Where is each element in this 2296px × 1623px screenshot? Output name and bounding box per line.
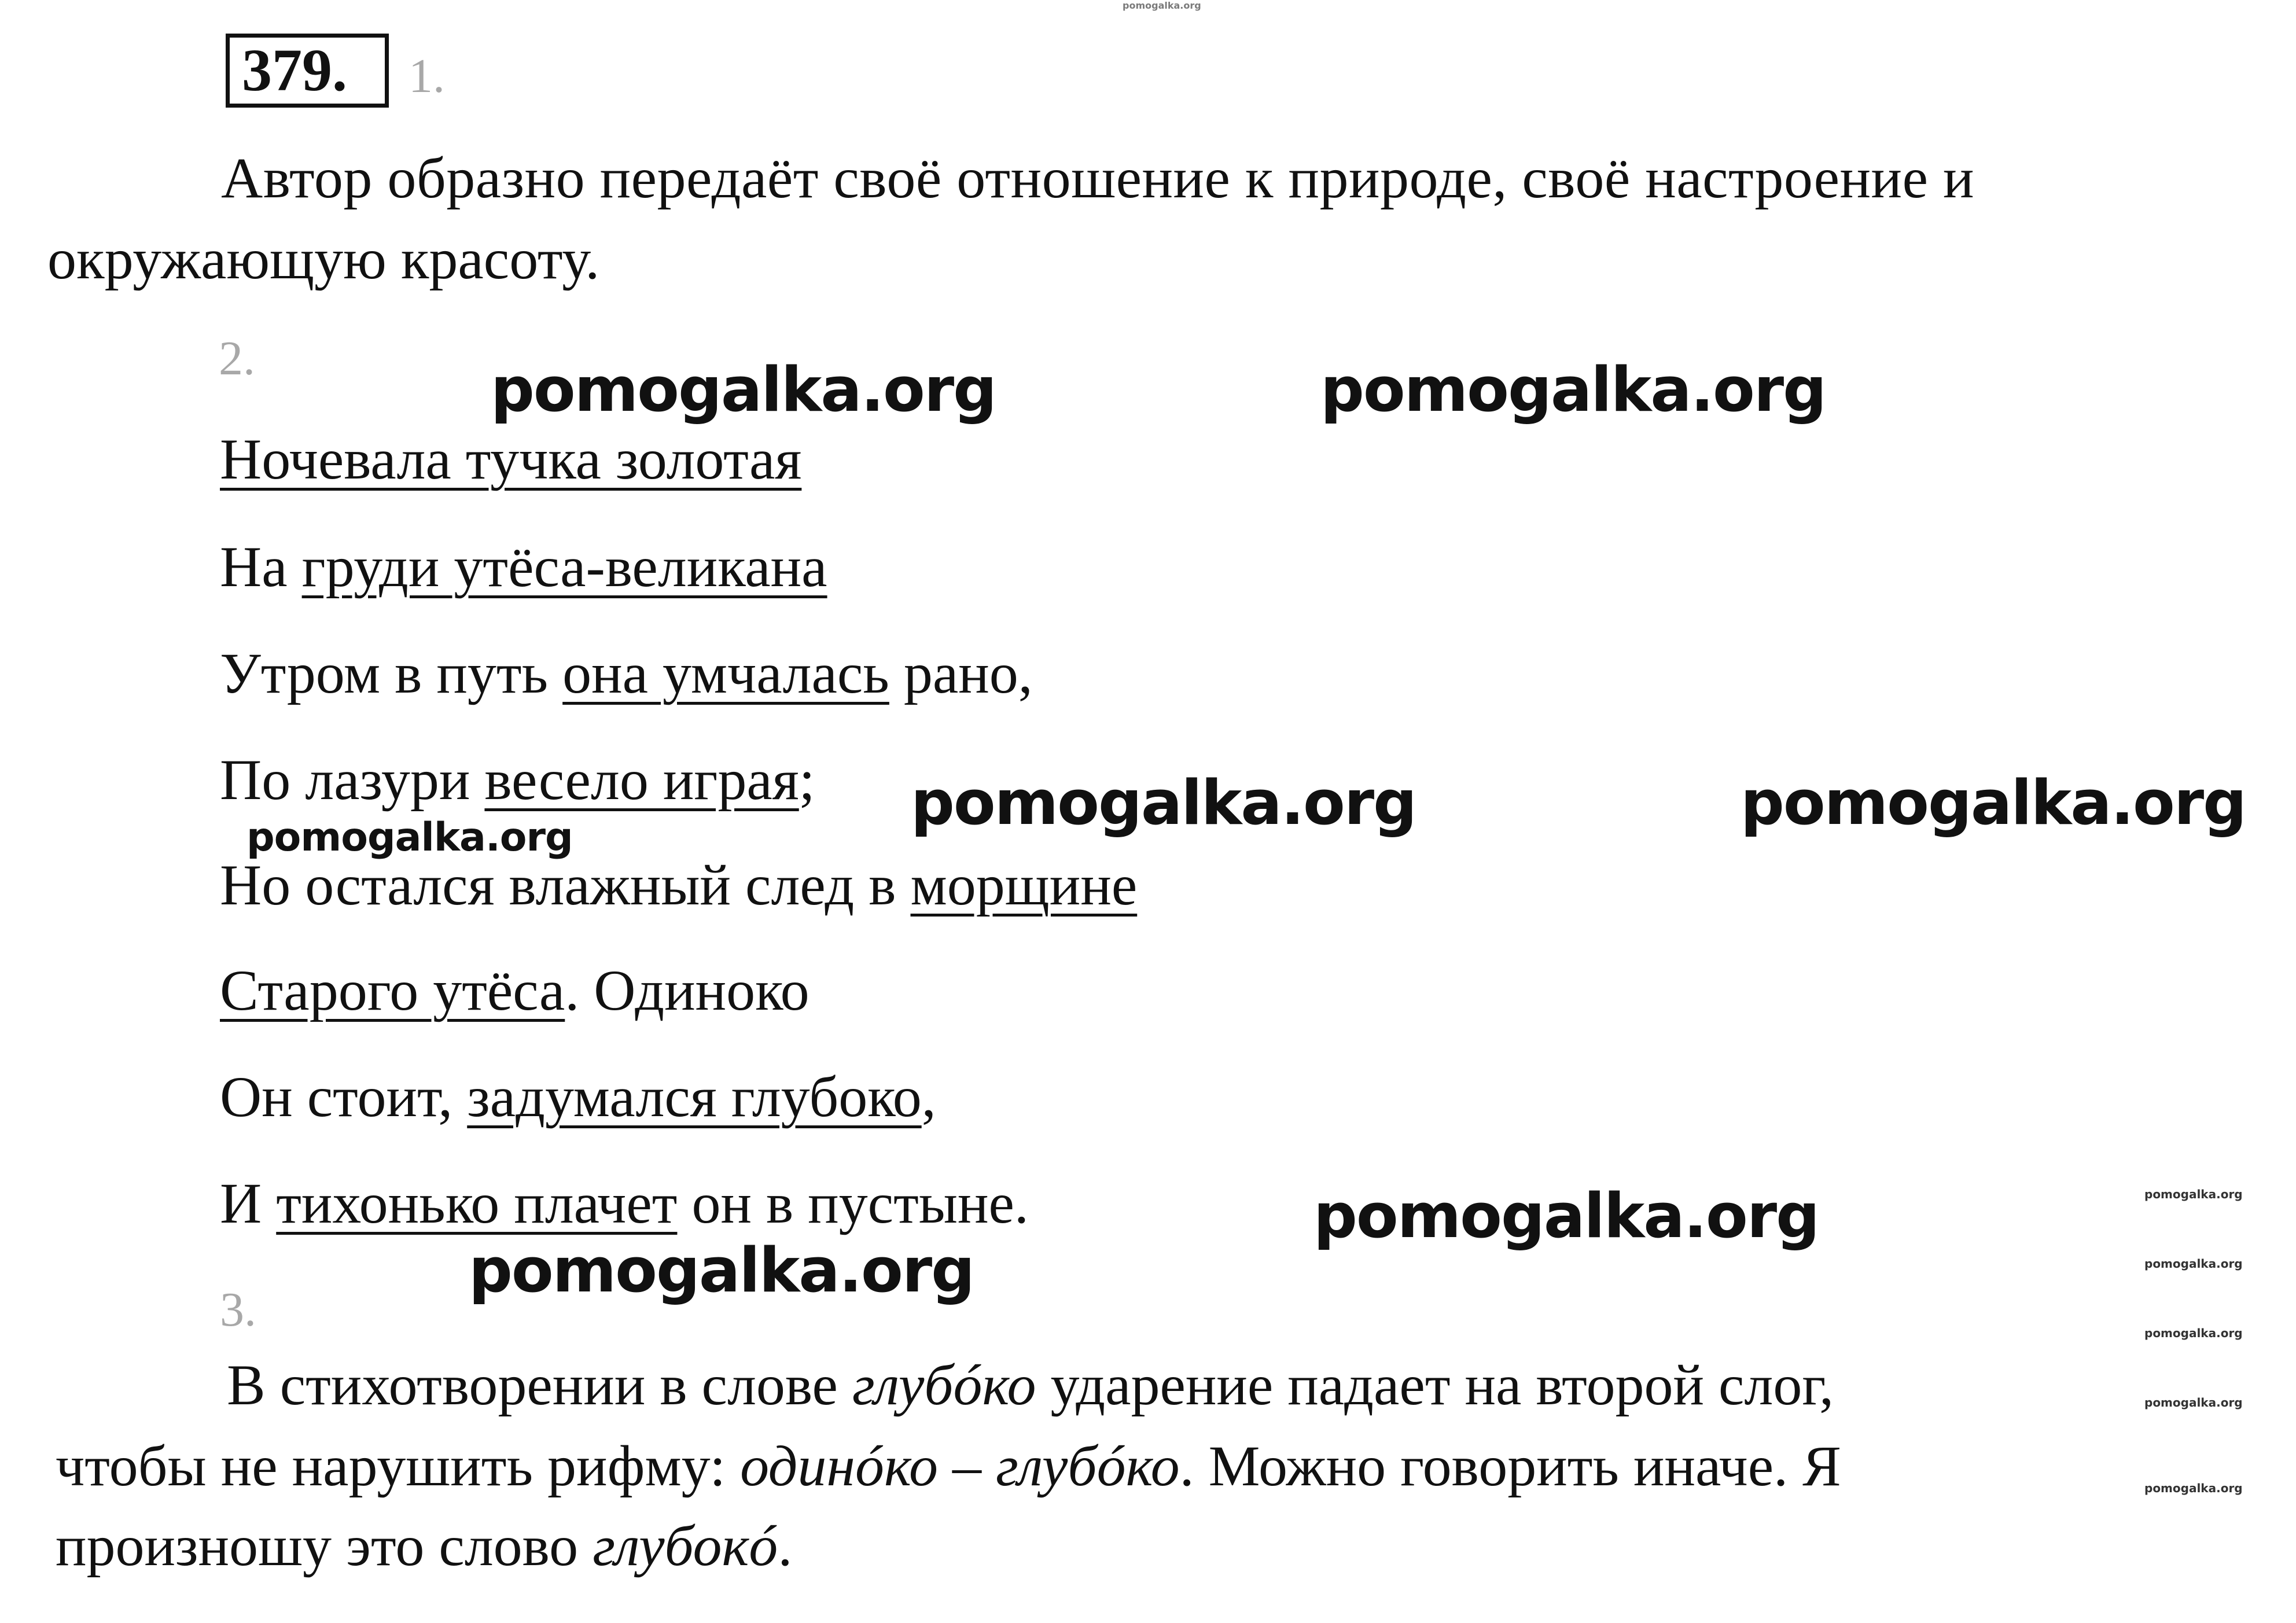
poem-line-8 xyxy=(220,1169,1029,1238)
watermark-small-3: pomogalka.org xyxy=(2144,1326,2243,1340)
poem-line-4-underlined: весело играя xyxy=(484,748,799,812)
section3-line1-text-b: ударение падает на второй слог, xyxy=(1036,1353,1834,1417)
poem-line-7-text-a: Он стоит, xyxy=(220,1065,468,1129)
poem-line-8-underlined: тихонько плачет xyxy=(276,1171,678,1235)
poem-line-1-underlined: Ночевала тучка золотая xyxy=(220,427,802,491)
task-number-value: 379 xyxy=(242,37,332,104)
watermark-big-5: pomogalka.org xyxy=(1313,1180,1819,1252)
poem-line-7-text-b: , xyxy=(921,1065,936,1129)
watermark-big-6: pomogalka.org xyxy=(469,1235,974,1306)
poem-line-3-text-a: Утром в путь xyxy=(220,641,563,705)
watermark-top: pomogalka.org xyxy=(1123,0,1201,11)
watermark-small-1: pomogalka.org xyxy=(2144,1187,2243,1201)
section3-line3 xyxy=(56,1511,792,1581)
poem-line-3-underlined: она умчалась xyxy=(562,641,889,705)
poem-line-5 xyxy=(220,851,1137,920)
watermark-big-2: pomogalka.org xyxy=(1320,354,1826,425)
watermark-big-4: pomogalka.org xyxy=(1741,767,2246,838)
watermark-small-2: pomogalka.org xyxy=(2144,1257,2243,1271)
poem-line-2-underlined: груди утёса-великана xyxy=(301,535,827,599)
task-number-dot: . xyxy=(332,37,347,104)
section1-line2: окружающую красоту. xyxy=(47,227,600,291)
poem-line-7 xyxy=(220,1062,936,1132)
task-number xyxy=(242,36,347,105)
poem-line-6 xyxy=(220,956,810,1025)
poem-line-7-underlined: задумался глубоко xyxy=(467,1065,922,1129)
section3-line2-text-a: чтобы не нарушить рифму: xyxy=(56,1434,741,1498)
poem-line-4-text-a: По лазури xyxy=(220,748,485,812)
section3-line1 xyxy=(227,1350,1834,1420)
poem-line-2-text: На xyxy=(220,535,302,599)
poem-line-3 xyxy=(220,639,1033,708)
poem-line-8-text-b: он в пустыне. xyxy=(677,1171,1029,1235)
poem-line-6-underlined: Старого утёса xyxy=(220,958,565,1022)
poem-line-5-text: Но остался влажный след в xyxy=(220,853,911,917)
poem-line-3-text-b: рано, xyxy=(889,641,1033,705)
section3-line2 xyxy=(56,1431,1841,1501)
section-marker-2: 2. xyxy=(219,332,255,385)
section3-line2-italic: одинóко – глубóко xyxy=(740,1434,1180,1498)
poem-line-6-text: . Одиноко xyxy=(565,958,810,1022)
poem-line-8-text-a: И xyxy=(220,1171,277,1235)
section3-line3-text-a: произношу это слово xyxy=(56,1514,593,1578)
section1-line1: Автор образно передаёт своё отношение к природе, своё настроение и xyxy=(221,146,1974,210)
poem-line-5-underlined: морщине xyxy=(910,853,1138,917)
watermark-small-4: pomogalka.org xyxy=(2144,1396,2243,1409)
section-marker-1: 1. xyxy=(409,49,445,103)
watermark-mid-1: pomogalka.org xyxy=(246,815,573,860)
poem-line-2 xyxy=(220,532,827,602)
watermark-small-5: pomogalka.org xyxy=(2144,1481,2243,1495)
section3-line1-italic: глубóко xyxy=(852,1353,1036,1417)
poem-line-4 xyxy=(220,745,815,815)
section3-line1-text-a: В стихотворении в слове xyxy=(227,1353,852,1417)
section3-line3-italic: глубокó xyxy=(593,1514,778,1578)
poem-line-1 xyxy=(220,425,801,494)
watermark-big-1: pomogalka.org xyxy=(491,354,996,425)
section-marker-3: 3. xyxy=(220,1283,256,1337)
poem-line-4-text-b: ; xyxy=(799,748,815,812)
section3-line3-text-b: . xyxy=(778,1514,793,1578)
section3-line2-text-b: . Можно говорить иначе. Я xyxy=(1179,1434,1841,1498)
watermark-big-3: pomogalka.org xyxy=(911,767,1416,838)
